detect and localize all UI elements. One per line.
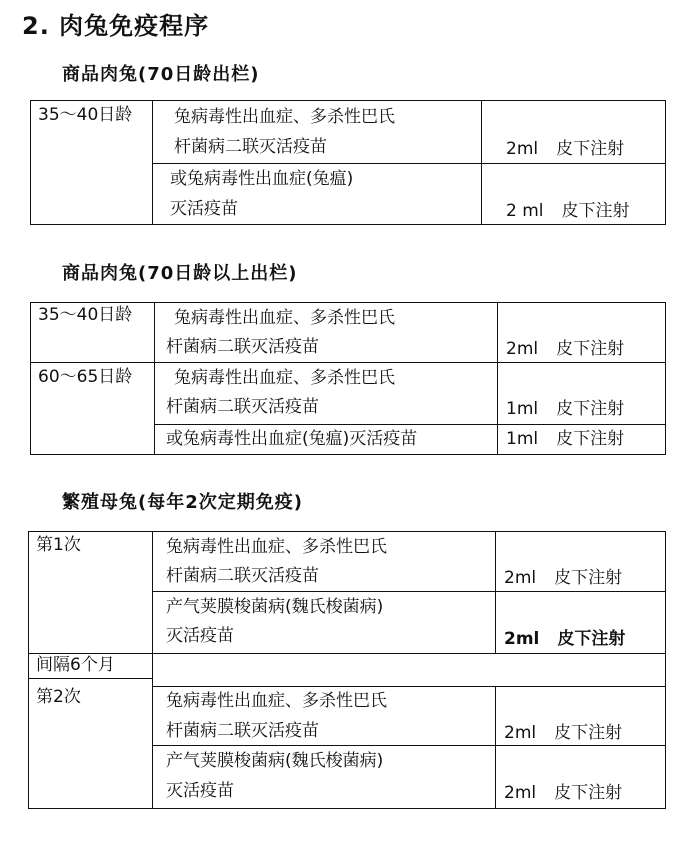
section-3-subtitle: 繁殖母兔(每年2次定期免疫)	[62, 492, 303, 513]
vaccine-line: 杆菌病二联灭活疫苗	[166, 337, 319, 357]
dose-cell	[506, 424, 624, 454]
dose-amount: 1ml	[506, 429, 539, 449]
vaccine-line: 兔病毒性出血症、多杀性巴氏	[174, 107, 395, 127]
dose-route: 皮下注射	[556, 399, 625, 419]
vaccine-line: 杆菌病二联灭活疫苗	[166, 397, 319, 417]
vaccine-line: 兔病毒性出血症、多杀性巴氏	[166, 537, 387, 557]
dose-cell	[504, 718, 622, 748]
dose-route: 皮下注射	[554, 783, 623, 803]
vaccine-line: 灭活疫苗	[166, 781, 234, 801]
table-divider	[495, 686, 496, 809]
dose-amount: 2ml	[504, 723, 537, 743]
age-cell: 35～40日龄	[38, 305, 133, 325]
dose-route: 皮下注射	[556, 139, 625, 159]
vaccine-line: 兔病毒性出血症、多杀性巴氏	[166, 691, 387, 711]
dose-amount: 1ml	[506, 399, 539, 419]
vaccine-line: 灭活疫苗	[170, 199, 238, 219]
vaccine-line: 或兔病毒性出血症(兔瘟)	[170, 169, 354, 189]
dose-route: 皮下注射	[561, 201, 630, 221]
vaccine-line: 兔病毒性出血症、多杀性巴氏	[174, 308, 395, 328]
dose-amount: 2ml	[504, 568, 537, 588]
table-divider	[497, 302, 498, 455]
dose-amount: 2ml	[504, 629, 540, 649]
vaccine-line: 或兔病毒性出血症(兔瘟)灭活疫苗	[166, 429, 418, 449]
age-cell: 60～65日龄	[38, 367, 133, 387]
table-divider	[152, 531, 153, 809]
vaccine-line: 杆菌病二联灭活疫苗	[166, 721, 319, 741]
vaccine-line: 产气荚膜梭菌病(魏氏梭菌病)	[166, 751, 384, 771]
interval-cell: 间隔6个月	[36, 655, 115, 675]
table-divider	[154, 302, 155, 455]
table-divider	[495, 531, 496, 653]
age-cell: 第2次	[36, 687, 81, 707]
dose-route: 皮下注射	[556, 339, 625, 359]
vaccine-line: 杆菌病二联灭活疫苗	[166, 566, 319, 586]
dose-cell	[504, 778, 622, 808]
dose-route: 皮下注射	[554, 723, 623, 743]
vaccine-line: 兔病毒性出血症、多杀性巴氏	[174, 368, 395, 388]
page-title: 2. 肉兔免疫程序	[22, 12, 210, 40]
dose-route: 皮下注射	[554, 568, 623, 588]
dose-amount: 2 ml	[506, 201, 544, 221]
section-2-subtitle: 商品肉兔(70日龄以上出栏)	[62, 263, 298, 284]
dose-cell	[506, 334, 624, 364]
dose-amount: 2ml	[506, 339, 539, 359]
age-cell: 35～40日龄	[38, 105, 133, 125]
vaccine-line: 灭活疫苗	[166, 626, 234, 646]
dose-amount: 2ml	[504, 783, 537, 803]
dose-route: 皮下注射	[557, 629, 626, 649]
vaccine-line: 产气荚膜梭菌病(魏氏梭菌病)	[166, 597, 384, 617]
age-cell: 第1次	[36, 535, 81, 555]
dose-route: 皮下注射	[556, 429, 625, 449]
dose-cell	[504, 624, 625, 654]
vaccine-line: 杆菌病二联灭活疫苗	[174, 137, 327, 157]
dose-amount: 2ml	[506, 139, 539, 159]
dose-cell	[504, 563, 622, 593]
dose-cell	[506, 134, 624, 164]
section-1-subtitle: 商品肉兔(70日龄出栏)	[62, 64, 260, 85]
dose-cell	[506, 394, 624, 424]
dose-cell	[506, 196, 630, 226]
